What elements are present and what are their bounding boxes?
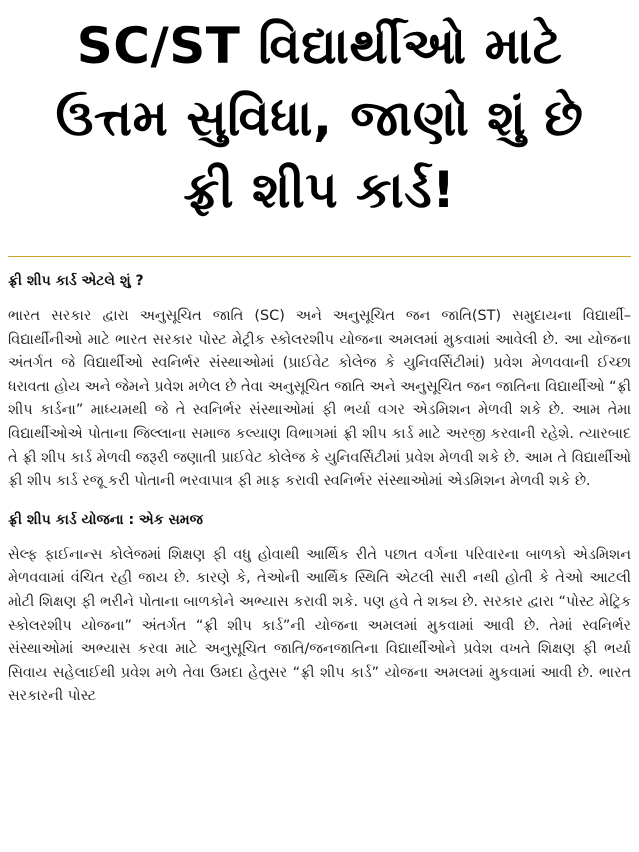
section-title-what-is-free-ship-card: ફ્રી શીપ કાર્ડ એટલે શું ?: [8, 273, 144, 289]
section-title-scheme-overview: ફ્રી શીપ કાર્ડ યોજના : એક સમજ: [8, 511, 203, 528]
headline-line-3: ફ્રી શીપ કાર્ડ!: [183, 161, 456, 219]
headline: [0, 0, 639, 226]
headline-divider: [8, 256, 631, 257]
section-paragraph-scheme-overview: સેલ્ફ ફાઈનાન્સ કોલેજમાં શિક્ષણ ફી વધુ હોવાથી આર્થિક રીતે પછાત વર્ગના પરિવારના બાળકો એડમિશન મેળવવામાં વંચિત રહી જાય છે. કારણે કે, તેઓની આર્થિક સ્થિતિ એટલી સારી નથી હોતી કે તેઓ આટલી મોટી શિક્ષણ ફી ભરીને પોતાના બાળકોને અભ્યાસ કરાવી શકે. પણ હવે તે શક્ય છે. સરકાર દ્વારા “પોસ્ટ મેટ્રિક સ્કોલરશીપ યોજના” અંતર્ગત “ફ્રી શીપ કાર્ડ”ની યોજના અમલમાં મુકવામાં આવી છે. તેમાં સ્વનિર્ભર સંસ્થાઓમાં અભ્યાસ કરવા માટે અનુસૂચિત જાતિ/જનજાતિના વિદ્યાર્થીઓને પ્રવેશ વખતે શિક્ષણ ફી ભર્યા સિવાય સહેલાઈથી પ્રવેશ મળે તેવા ઉમદા હેતુસર “ફ્રી શીપ કાર્ડ” યોજના અમલમાં મુકવામાં આવી છે. ભારત સરકારની પોસ્ટ: [8, 546, 631, 705]
article-body: [0, 271, 639, 709]
section-paragraph-what-is-free-ship-card: ભારત સરકાર દ્વારા અનુસૂચિત જાતિ (SC) અને અનુસૂચિત જન જાતિ(ST) સમુદાયના વિદ્યાર્થી–વિદ્યાર્થીનીઓ માટે ભારત સરકાર પોસ્ટ મેટ્રીક સ્કોલરશીપ યોજના અમલમાં મુકવામાં આવેલી છે. આ યોજના અંતર્ગત જે વિદ્યાર્થીઓ સ્વનિર્ભર સંસ્થાઓમાં (પ્રાઈવેટ કોલેજ કે યુનિવર્સિટીમાં) પ્રવેશ મેળવવાની ઈચ્છા ધરાવતા હોય અને જેમને પ્રવેશ મળેલ છે તેવા અનુસૂચિત જાતિ અને અનુસૂચિત જન જાતિના વિદ્યાર્થીઓ “ફ્રી શીપ કાર્ડના” માધ્યમથી જે તે સ્વનિર્ભર સંસ્થાઓમાં ફી ભર્યા વગર એડમિશન મેળવી શકે છે. આમ તેમા વિદ્યાર્થીઓએ પોતાના જિલ્લાના સમાજ કલ્યાણ વિભાગમાં ફ્રી શીપ કાર્ડ માટે અરજી કરવાની રહેશે. ત્યારબાદ તે ફ્રી શીપ કાર્ડ મેળવી જરૂરી જણાતી પ્રાઈવેટ કોલેજ કે યુનિવર્સિટીમાં પ્રવેશ મેળવી શકે છે. આમ તે વિદ્યાર્થીઓ ફ્રી શીપ કાર્ડ રજૂ કરી પોતાની ભરવાપાત્ર ફી માફ કરાવી સ્વનિર્ભર સંસ્થાઓમાં એડમિશન મેળવી શકે છે.: [8, 308, 631, 490]
headline-line-1: SC/ST વિદ્યાર્થીઓ માટે: [76, 17, 563, 75]
headline-line-2: ઉત્તમ સુવિધા, જાણો શું છે: [55, 89, 584, 147]
